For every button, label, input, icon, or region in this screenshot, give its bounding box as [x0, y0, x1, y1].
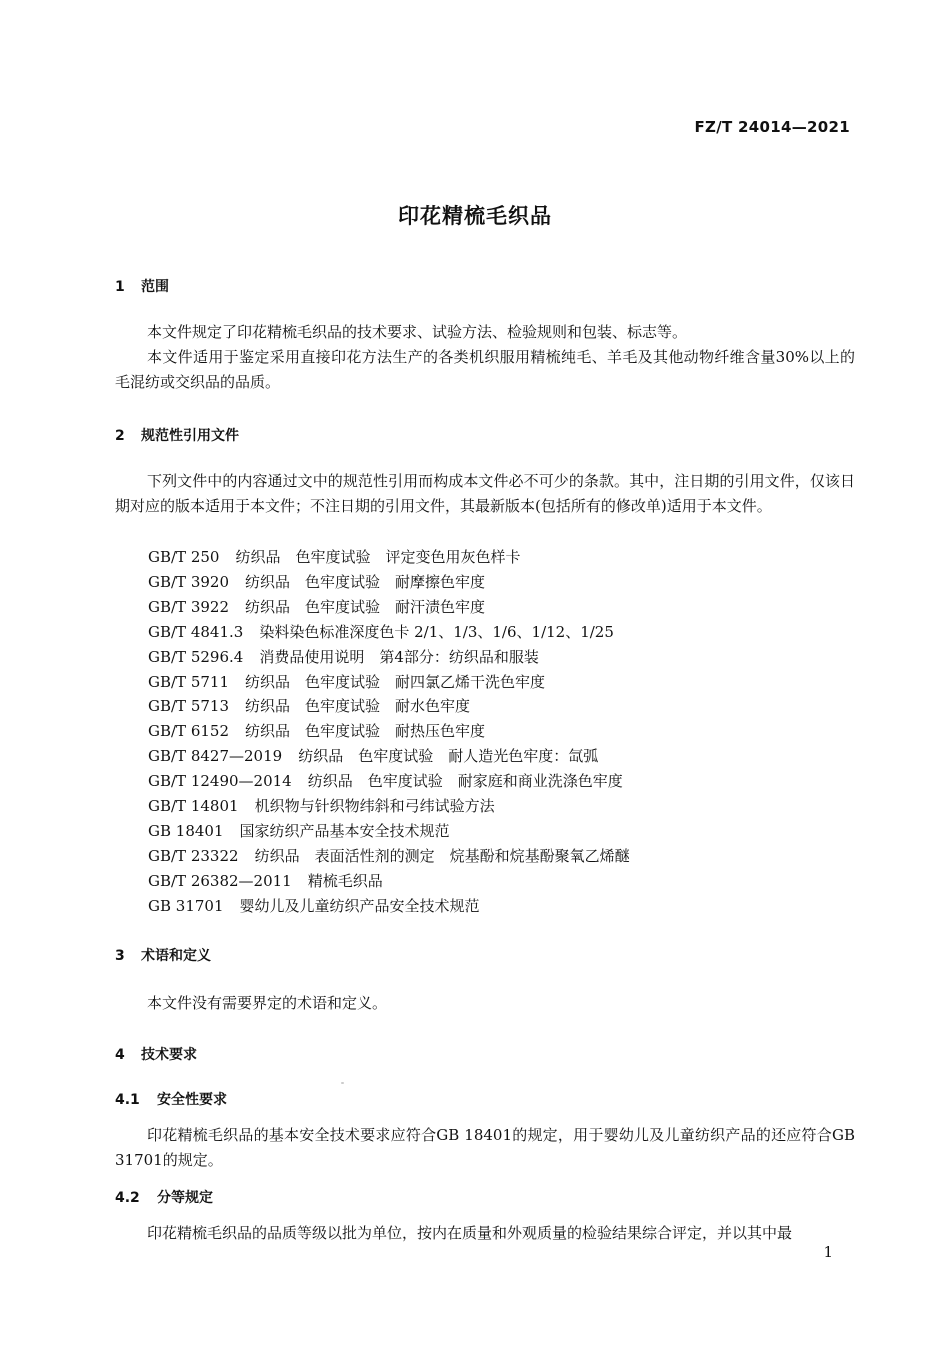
reference-item	[148, 819, 630, 844]
reference-item	[148, 769, 630, 794]
section-1-heading	[115, 276, 169, 296]
reference-code: GB/T 8427—2019	[148, 747, 283, 766]
reference-code: GB/T 23322	[148, 846, 239, 865]
reference-code: GB/T 6152	[148, 722, 230, 741]
reference-title: 纺织品 色牢度试验 耐汗渍色牢度	[245, 597, 486, 616]
section-number: 3	[115, 948, 125, 964]
reference-item	[148, 694, 630, 719]
reference-code: GB/T 12490—2014	[148, 772, 292, 791]
reference-item	[148, 545, 630, 570]
section-number: 2	[115, 428, 125, 444]
reference-title: 纺织品 色牢度试验 耐家庭和商业洗涤色牢度	[307, 772, 623, 791]
reference-code: GB/T 3920	[148, 572, 230, 591]
reference-title: 消费品使用说明 第4部分：纺织品和服装	[259, 647, 539, 666]
subsection-number: 4.2	[115, 1190, 140, 1206]
reference-code: GB/T 5296.4	[148, 647, 244, 666]
reference-item	[148, 670, 630, 695]
grading-paragraph: 印花精梳毛织品的品质等级以批为单位，按内在质量和外观质量的检验结果综合评定，并以其中最	[147, 1224, 793, 1242]
references-intro: 下列文件中的内容通过文中的规范性引用而构成本文件必不可少的条款。其中，注日期的引用文件，仅该日期对应的版本适用于本文件；不注日期的引用文件，其最新版本(包括所有的修改单)适用于本文件。	[115, 472, 855, 515]
standard-number: FZ/T 24014—2021	[694, 118, 850, 136]
reference-code: GB 18401	[148, 821, 224, 840]
section-3-heading	[115, 945, 211, 965]
reference-code: GB 31701	[148, 896, 224, 915]
scan-speck	[341, 1082, 344, 1084]
reference-list	[148, 545, 630, 919]
reference-title: 婴幼儿及儿童纺织产品安全技术规范	[239, 896, 480, 915]
reference-title: 染料染色标准深度色卡 2/1、1/3、1/6、1/12、1/25	[259, 622, 614, 641]
reference-item	[148, 719, 630, 744]
reference-item	[148, 595, 630, 620]
document-title: 印花精梳毛织品	[398, 204, 552, 228]
reference-item	[148, 844, 630, 869]
reference-title: 国家纺织产品基本安全技术规范	[239, 821, 450, 840]
scope-paragraph-1: 本文件规定了印花精梳毛织品的技术要求、试验方法、检验规则和包装、标志等。	[147, 323, 688, 341]
reference-title: 纺织品 表面活性剂的测定 烷基酚和烷基酚聚氧乙烯醚	[254, 846, 630, 865]
section-title: 规范性引用文件	[141, 428, 239, 444]
subsection-title: 分等规定	[157, 1190, 213, 1206]
section-title: 技术要求	[141, 1047, 197, 1063]
section-number: 4	[115, 1047, 125, 1063]
reference-code: GB/T 5713	[148, 697, 230, 716]
reference-item	[148, 794, 630, 819]
reference-item	[148, 894, 630, 919]
reference-item	[148, 869, 630, 894]
reference-title: 纺织品 色牢度试验 耐热压色牢度	[245, 722, 486, 741]
reference-title: 精梳毛织品	[307, 871, 383, 890]
reference-title: 纺织品 色牢度试验 耐摩擦色牢度	[245, 572, 486, 591]
subsection-4-2-heading	[115, 1187, 213, 1207]
reference-item	[148, 744, 630, 769]
reference-title: 纺织品 色牢度试验 耐人造光色牢度：氙弧	[298, 747, 599, 766]
reference-code: GB/T 5711	[148, 672, 230, 691]
reference-title: 纺织品 色牢度试验 耐水色牢度	[245, 697, 471, 716]
section-number: 1	[115, 279, 125, 295]
reference-code: GB/T 14801	[148, 797, 239, 816]
reference-title: 纺织品 色牢度试验 耐四氯乙烯干洗色牢度	[245, 672, 546, 691]
reference-item	[148, 645, 630, 670]
section-title: 术语和定义	[141, 948, 211, 964]
page-number: 1	[823, 1243, 833, 1261]
scope-paragraph-2: 本文件适用于鉴定采用直接印花方法生产的各类机织服用精梳纯毛、羊毛及其他动物纤维含量30%以上的毛混纺或交织品的品质。	[115, 348, 855, 391]
reference-code: GB/T 4841.3	[148, 622, 244, 641]
subsection-4-1-heading	[115, 1089, 227, 1109]
subsection-title: 安全性要求	[157, 1092, 227, 1108]
reference-code: GB/T 250	[148, 548, 220, 566]
reference-code: GB/T 26382—2011	[148, 871, 292, 890]
reference-item	[148, 620, 630, 645]
subsection-number: 4.1	[115, 1092, 140, 1108]
reference-code: GB/T 3922	[148, 597, 230, 616]
section-2-heading	[115, 425, 239, 445]
reference-title: 机织物与针织物纬斜和弓纬试验方法	[254, 797, 495, 816]
section-4-heading	[115, 1044, 197, 1064]
section-title: 范围	[141, 279, 169, 295]
reference-item	[148, 570, 630, 595]
reference-title: 纺织品 色牢度试验 评定变色用灰色样卡	[235, 548, 521, 566]
safety-paragraph: 印花精梳毛织品的基本安全技术要求应符合GB 18401的规定，用于婴幼儿及儿童纺织产品的还应符合GB 31701的规定。	[115, 1126, 855, 1169]
terms-paragraph: 本文件没有需要界定的术语和定义。	[147, 994, 388, 1012]
